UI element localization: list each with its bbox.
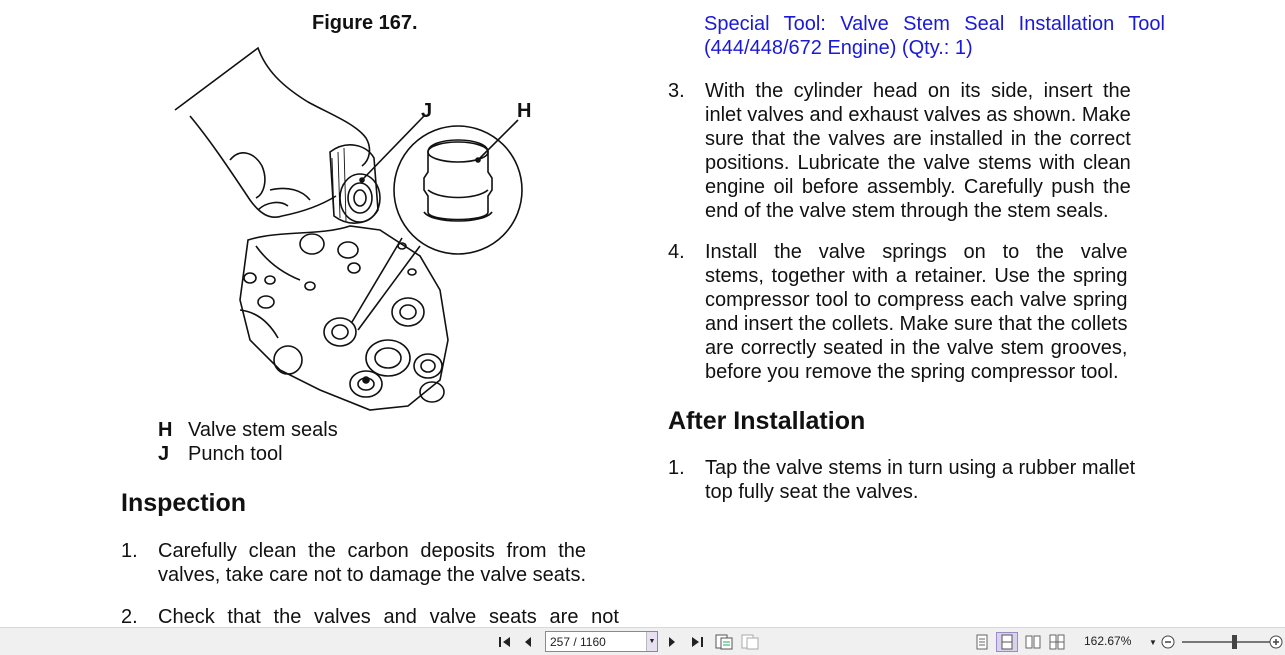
step-number: 3. [668, 80, 685, 102]
legend-text: Valve stem seals [188, 419, 338, 441]
install-step-4 [668, 240, 1166, 384]
zoom-slider-track[interactable] [1182, 641, 1272, 643]
legend-key: J [158, 443, 170, 465]
inspection-heading: Inspection [121, 489, 247, 517]
figure-title: Figure 167. [312, 12, 418, 34]
two-page-continuous-icon[interactable] [1048, 632, 1066, 652]
special-tool-link[interactable]: Special Tool: Valve Stem Seal Installation Tool (444/448/672 Engine) (Qty.: 1) [704, 13, 1165, 59]
viewer-toolbar [0, 627, 1285, 655]
single-page-icon[interactable] [974, 632, 990, 652]
step-number: 4. [668, 241, 685, 263]
fit-width-icon[interactable] [714, 632, 734, 652]
page-number-value[interactable]: 257 / 1160 [550, 634, 606, 649]
figure-label-j: J [421, 100, 433, 122]
step-number: 2. [121, 606, 138, 627]
after-step-1 [668, 456, 1166, 504]
step-text: Carefully clean the carbon deposits from the valves, take care not to damage the valve seats. [158, 540, 587, 586]
zoom-dropdown-icon[interactable]: ▼ [1149, 637, 1157, 647]
legend-text: Punch tool [188, 443, 283, 465]
fit-page-icon[interactable] [740, 632, 760, 652]
step-number: 1. [668, 457, 685, 479]
step-number: 1. [121, 540, 138, 562]
step-text: Check that the valves and valve seats are not [158, 606, 619, 627]
figure-label-h: H [517, 100, 532, 122]
install-step-3 [668, 79, 1166, 223]
zoom-in-icon[interactable] [1268, 632, 1284, 652]
step-text: Install the valve springs on to the valve stems, together with a retainer. Use the spring compressor tool to compress each valve spring and insert the collets. Make sure that the collets are correctly seated in the valve stem grooves, before you remove the spring compressor tool. [705, 241, 1128, 383]
legend-row [158, 442, 338, 466]
legend-key: H [158, 419, 173, 441]
continuous-page-icon[interactable] [996, 632, 1018, 652]
after-installation-heading: After Installation [668, 407, 866, 435]
figure-legend [158, 418, 338, 466]
zoom-out-icon[interactable] [1160, 632, 1176, 652]
inspection-step-1 [121, 539, 619, 587]
figure-illustration [170, 40, 530, 412]
zoom-slider-thumb[interactable] [1232, 635, 1237, 649]
legend-row [158, 418, 338, 442]
next-page-icon[interactable] [665, 632, 679, 652]
prev-page-icon[interactable] [521, 632, 535, 652]
zoom-level[interactable]: 162.67% [1084, 634, 1132, 648]
page-dropdown-icon[interactable]: ▼ [646, 632, 657, 651]
step-text: Tap the valve stems in turn using a rubber mallet top fully seat the valves. [705, 457, 1136, 503]
step-text: With the cylinder head on its side, insert the inlet valves and exhaust valves as shown. Make sure that the valves are installed in the correct positions. Lubricate the valve stems with clean engine oil before assembly. Carefully push the end of the valve stem through the stem seals. [705, 80, 1131, 222]
page-number-input[interactable] [545, 631, 658, 652]
last-page-icon[interactable] [689, 632, 705, 652]
two-page-icon[interactable] [1024, 632, 1042, 652]
inspection-step-2 [121, 605, 619, 627]
first-page-icon[interactable] [497, 632, 513, 652]
